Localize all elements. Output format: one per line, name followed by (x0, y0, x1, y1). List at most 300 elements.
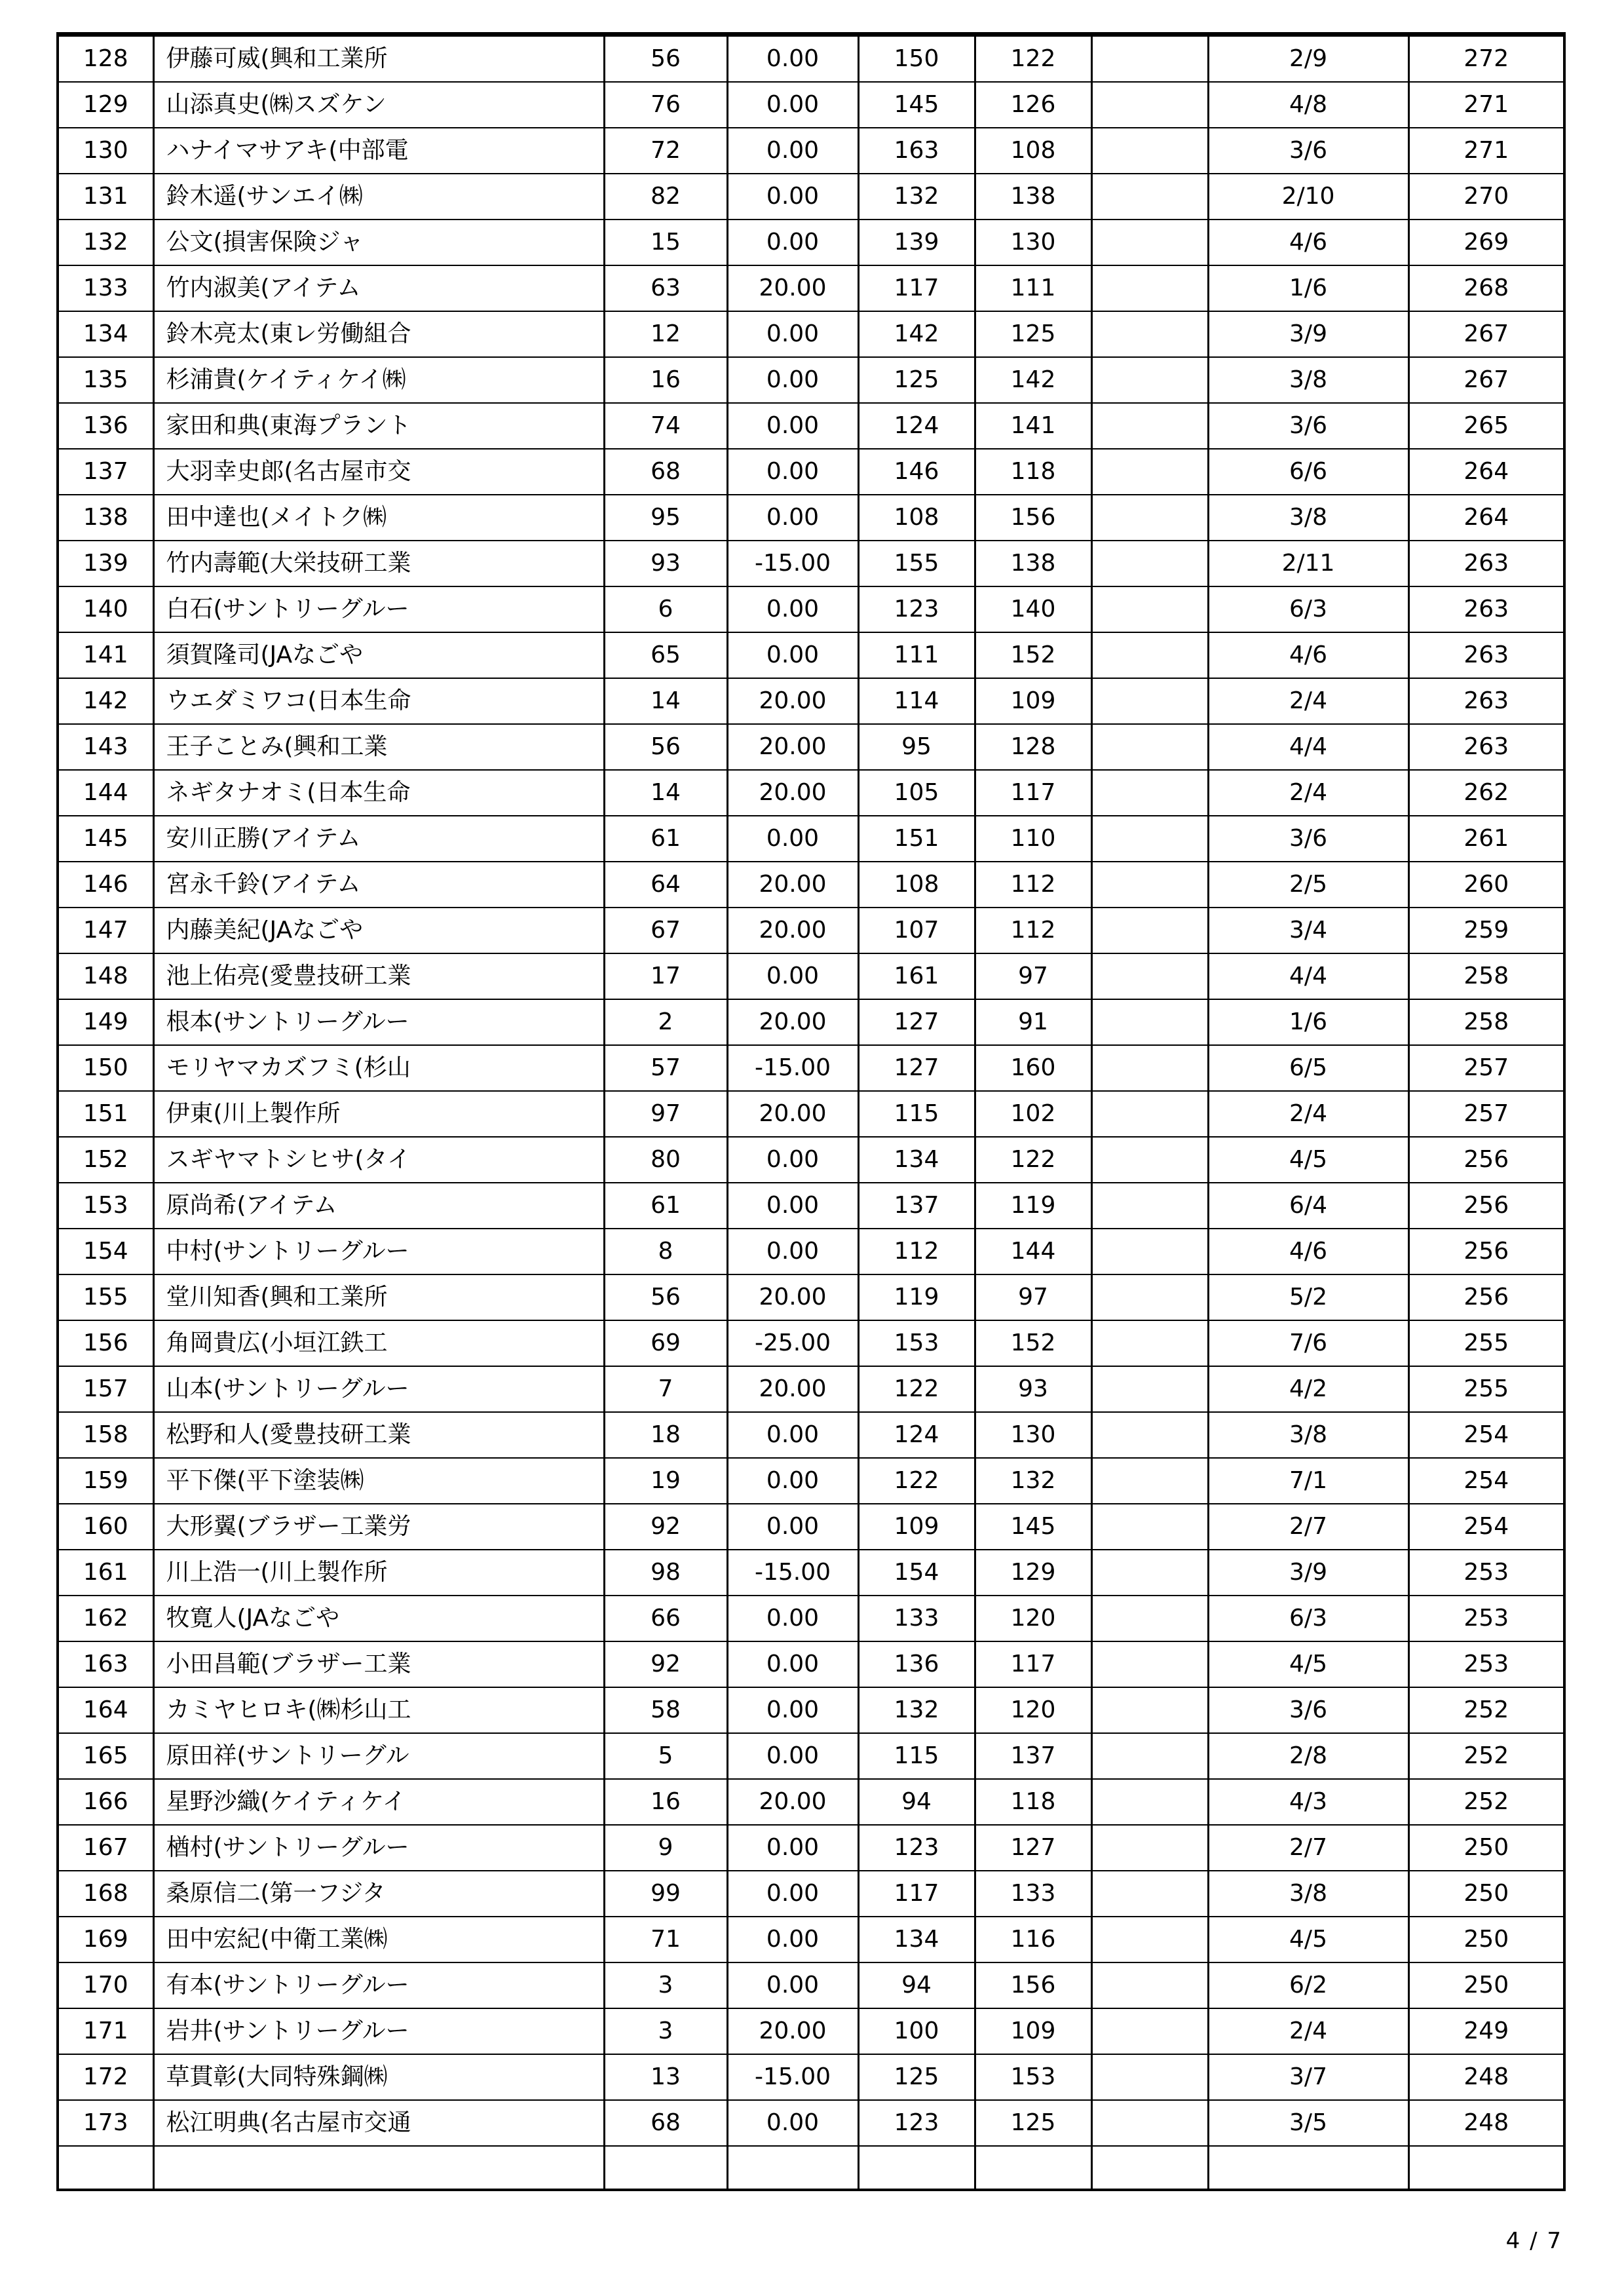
blank-cell (1091, 1825, 1208, 1871)
game1-score-cell: 123 (858, 2100, 975, 2146)
name-cell: ネギタナオミ(日本生命 (153, 770, 604, 816)
handicap-cell: 0.00 (727, 586, 858, 632)
handicap-cell: 0.00 (727, 1962, 858, 2008)
game2-score-cell: 133 (975, 1871, 1091, 1917)
total-score-cell: 256 (1408, 1274, 1564, 1320)
ratio-cell: 3/7 (1208, 2054, 1408, 2100)
handicap-cell: 20.00 (727, 908, 858, 953)
handicap-cell: 0.00 (727, 449, 858, 495)
game2-score-cell: 141 (975, 403, 1091, 449)
ratio-cell: 1/6 (1208, 999, 1408, 1045)
total-score-cell: 252 (1408, 1687, 1564, 1733)
entry-number-cell: 98 (604, 1550, 727, 1596)
table-row (58, 1871, 1564, 1917)
game1-score-cell: 100 (858, 2008, 975, 2054)
rank-cell: 170 (58, 1962, 153, 2008)
ratio-cell: 3/6 (1208, 1687, 1408, 1733)
total-score-cell: 263 (1408, 541, 1564, 586)
rank-cell: 128 (58, 35, 153, 83)
game2-score-cell: 119 (975, 1183, 1091, 1229)
handicap-cell: 0.00 (727, 1229, 858, 1274)
name-cell: 平下傑(平下塗装㈱ (153, 1458, 604, 1504)
total-score-cell: 270 (1408, 174, 1564, 220)
entry-number-cell: 82 (604, 174, 727, 220)
table-row (58, 1550, 1564, 1596)
handicap-cell: 0.00 (727, 35, 858, 83)
rank-cell: 159 (58, 1458, 153, 1504)
blank-cell (1091, 357, 1208, 403)
rank-cell: 152 (58, 1137, 153, 1183)
ratio-cell: 7/6 (1208, 1320, 1408, 1366)
table-row (58, 2008, 1564, 2054)
ratio-cell: 1/6 (1208, 265, 1408, 311)
game2-score-cell: 110 (975, 816, 1091, 862)
handicap-cell: 0.00 (727, 1871, 858, 1917)
game1-score-cell: 137 (858, 1183, 975, 1229)
game2-score-cell: 144 (975, 1229, 1091, 1274)
ratio-cell: 4/3 (1208, 1779, 1408, 1825)
blank-cell (1091, 632, 1208, 678)
entry-number-cell: 12 (604, 311, 727, 357)
entry-number-cell: 16 (604, 357, 727, 403)
entry-number-cell: 14 (604, 770, 727, 816)
name-cell: 岩井(サントリーグルー (153, 2008, 604, 2054)
ratio-cell: 4/4 (1208, 953, 1408, 999)
table-row (58, 1825, 1564, 1871)
total-score-cell: 248 (1408, 2100, 1564, 2146)
ratio-cell: 6/2 (1208, 1962, 1408, 2008)
blank-cell (1091, 1596, 1208, 1641)
ratio-cell: 6/4 (1208, 1183, 1408, 1229)
table-row (58, 220, 1564, 265)
game1-score-cell: 142 (858, 311, 975, 357)
entry-number-cell: 3 (604, 1962, 727, 2008)
name-cell: 須賀隆司(JAなごや (153, 632, 604, 678)
game2-score-cell: 156 (975, 1962, 1091, 2008)
empty-cell (858, 2146, 975, 2190)
table-row (58, 816, 1564, 862)
table-row (58, 1366, 1564, 1412)
total-score-cell: 250 (1408, 1962, 1564, 2008)
ratio-cell: 3/5 (1208, 2100, 1408, 2146)
rank-cell: 157 (58, 1366, 153, 1412)
game2-score-cell: 97 (975, 1274, 1091, 1320)
blank-cell (1091, 174, 1208, 220)
table-row (58, 999, 1564, 1045)
game1-score-cell: 122 (858, 1458, 975, 1504)
name-cell: ウエダミワコ(日本生命 (153, 678, 604, 724)
game2-score-cell: 145 (975, 1504, 1091, 1550)
rank-cell: 136 (58, 403, 153, 449)
empty-cell (727, 2146, 858, 2190)
name-cell: 田中達也(メイトク㈱ (153, 495, 604, 541)
game1-score-cell: 122 (858, 1366, 975, 1412)
ratio-cell: 6/6 (1208, 449, 1408, 495)
name-cell: 鈴木遥(サンエイ㈱ (153, 174, 604, 220)
name-cell: モリヤマカズフミ(杉山 (153, 1045, 604, 1091)
game1-score-cell: 115 (858, 1091, 975, 1137)
handicap-cell: 0.00 (727, 82, 858, 128)
rank-cell: 153 (58, 1183, 153, 1229)
rank-cell: 139 (58, 541, 153, 586)
name-cell: 有本(サントリーグルー (153, 1962, 604, 2008)
blank-cell (1091, 1779, 1208, 1825)
ratio-cell: 2/4 (1208, 1091, 1408, 1137)
game2-score-cell: 97 (975, 953, 1091, 999)
name-cell: 原田祥(サントリーグル (153, 1733, 604, 1779)
game1-score-cell: 127 (858, 999, 975, 1045)
rank-cell: 162 (58, 1596, 153, 1641)
total-score-cell: 264 (1408, 449, 1564, 495)
handicap-cell: 20.00 (727, 1274, 858, 1320)
table-row (58, 1320, 1564, 1366)
total-score-cell: 268 (1408, 265, 1564, 311)
blank-cell (1091, 1871, 1208, 1917)
entry-number-cell: 18 (604, 1412, 727, 1458)
name-cell: 内藤美紀(JAなごや (153, 908, 604, 953)
game2-score-cell: 116 (975, 1917, 1091, 1962)
rank-cell: 141 (58, 632, 153, 678)
handicap-cell: 0.00 (727, 1412, 858, 1458)
total-score-cell: 258 (1408, 953, 1564, 999)
rank-cell: 168 (58, 1871, 153, 1917)
table-row (58, 1504, 1564, 1550)
handicap-cell: 20.00 (727, 1779, 858, 1825)
blank-cell (1091, 953, 1208, 999)
game2-score-cell: 120 (975, 1687, 1091, 1733)
page-number: 4 / 7 (1505, 2228, 1562, 2254)
blank-cell (1091, 265, 1208, 311)
name-cell: 堂川知香(興和工業所 (153, 1274, 604, 1320)
game2-score-cell: 142 (975, 357, 1091, 403)
game1-score-cell: 151 (858, 816, 975, 862)
ratio-cell: 3/8 (1208, 1871, 1408, 1917)
name-cell: 草貫彰(大同特殊鋼㈱ (153, 2054, 604, 2100)
ratio-cell: 2/7 (1208, 1504, 1408, 1550)
game1-score-cell: 134 (858, 1917, 975, 1962)
rank-cell: 147 (58, 908, 153, 953)
total-score-cell: 262 (1408, 770, 1564, 816)
empty-cell (975, 2146, 1091, 2190)
total-score-cell: 256 (1408, 1137, 1564, 1183)
blank-cell (1091, 82, 1208, 128)
rank-cell: 165 (58, 1733, 153, 1779)
total-score-cell: 255 (1408, 1320, 1564, 1366)
table-row (58, 1779, 1564, 1825)
name-cell: 王子ことみ(興和工業 (153, 724, 604, 770)
name-cell: 伊藤可威(興和工業所 (153, 35, 604, 83)
name-cell: 池上佑亮(愛豊技研工業 (153, 953, 604, 999)
handicap-cell: 0.00 (727, 220, 858, 265)
game1-score-cell: 111 (858, 632, 975, 678)
game2-score-cell: 138 (975, 541, 1091, 586)
table-row (58, 1091, 1564, 1137)
total-score-cell: 267 (1408, 357, 1564, 403)
game1-score-cell: 123 (858, 1825, 975, 1871)
blank-cell (1091, 1274, 1208, 1320)
handicap-cell: 20.00 (727, 999, 858, 1045)
entry-number-cell: 7 (604, 1366, 727, 1412)
blank-cell (1091, 541, 1208, 586)
blank-cell (1091, 1183, 1208, 1229)
handicap-cell: 20.00 (727, 1091, 858, 1137)
entry-number-cell: 99 (604, 1871, 727, 1917)
blank-cell (1091, 495, 1208, 541)
entry-number-cell: 74 (604, 403, 727, 449)
ratio-cell: 6/3 (1208, 586, 1408, 632)
entry-number-cell: 14 (604, 678, 727, 724)
total-score-cell: 255 (1408, 1366, 1564, 1412)
ratio-cell: 2/11 (1208, 541, 1408, 586)
game2-score-cell: 109 (975, 678, 1091, 724)
game2-score-cell: 102 (975, 1091, 1091, 1137)
handicap-cell: -15.00 (727, 1045, 858, 1091)
total-score-cell: 253 (1408, 1596, 1564, 1641)
blank-cell (1091, 128, 1208, 174)
game2-score-cell: 117 (975, 1641, 1091, 1687)
rank-cell: 144 (58, 770, 153, 816)
ratio-cell: 2/4 (1208, 678, 1408, 724)
rank-cell: 158 (58, 1412, 153, 1458)
rank-cell: 160 (58, 1504, 153, 1550)
rank-cell: 156 (58, 1320, 153, 1366)
table-row (58, 449, 1564, 495)
blank-cell (1091, 1962, 1208, 2008)
rank-cell: 129 (58, 82, 153, 128)
blank-cell (1091, 2054, 1208, 2100)
total-score-cell: 263 (1408, 586, 1564, 632)
name-cell: 大羽幸史郎(名古屋市交 (153, 449, 604, 495)
blank-cell (1091, 1091, 1208, 1137)
total-score-cell: 253 (1408, 1550, 1564, 1596)
entry-number-cell: 65 (604, 632, 727, 678)
ratio-cell: 6/5 (1208, 1045, 1408, 1091)
rank-cell: 143 (58, 724, 153, 770)
game1-score-cell: 161 (858, 953, 975, 999)
game1-score-cell: 119 (858, 1274, 975, 1320)
ratio-cell: 4/6 (1208, 1229, 1408, 1274)
game1-score-cell: 123 (858, 586, 975, 632)
rank-cell: 150 (58, 1045, 153, 1091)
entry-number-cell: 58 (604, 1687, 727, 1733)
game2-score-cell: 112 (975, 862, 1091, 908)
rank-cell: 155 (58, 1274, 153, 1320)
total-score-cell: 254 (1408, 1458, 1564, 1504)
rank-cell: 148 (58, 953, 153, 999)
entry-number-cell: 92 (604, 1641, 727, 1687)
entry-number-cell: 57 (604, 1045, 727, 1091)
game1-score-cell: 117 (858, 1871, 975, 1917)
blank-cell (1091, 449, 1208, 495)
total-score-cell: 252 (1408, 1779, 1564, 1825)
game2-score-cell: 93 (975, 1366, 1091, 1412)
game1-score-cell: 108 (858, 495, 975, 541)
empty-cell (1408, 2146, 1564, 2190)
ratio-cell: 3/8 (1208, 495, 1408, 541)
game2-score-cell: 140 (975, 586, 1091, 632)
table-row (58, 311, 1564, 357)
table-row (58, 1274, 1564, 1320)
game1-score-cell: 107 (858, 908, 975, 953)
name-cell: 原尚希(アイテム (153, 1183, 604, 1229)
table-row (58, 174, 1564, 220)
game1-score-cell: 127 (858, 1045, 975, 1091)
game1-score-cell: 124 (858, 1412, 975, 1458)
table-row (58, 586, 1564, 632)
blank-cell (1091, 1641, 1208, 1687)
game2-score-cell: 117 (975, 770, 1091, 816)
table-row (58, 908, 1564, 953)
blank-cell (1091, 1320, 1208, 1366)
rank-cell: 140 (58, 586, 153, 632)
handicap-cell: 0.00 (727, 1733, 858, 1779)
game2-score-cell: 109 (975, 2008, 1091, 2054)
name-cell: 家田和典(東海プラント (153, 403, 604, 449)
rank-cell: 149 (58, 999, 153, 1045)
table-row (58, 1183, 1564, 1229)
ratio-cell: 2/8 (1208, 1733, 1408, 1779)
entry-number-cell: 97 (604, 1091, 727, 1137)
game2-score-cell: 127 (975, 1825, 1091, 1871)
entry-number-cell: 69 (604, 1320, 727, 1366)
game1-score-cell: 132 (858, 1687, 975, 1733)
ratio-cell: 3/8 (1208, 1412, 1408, 1458)
rank-cell: 161 (58, 1550, 153, 1596)
game1-score-cell: 150 (858, 35, 975, 83)
total-score-cell: 256 (1408, 1229, 1564, 1274)
game1-score-cell: 108 (858, 862, 975, 908)
game1-score-cell: 125 (858, 357, 975, 403)
table-row (58, 128, 1564, 174)
table-row (58, 403, 1564, 449)
handicap-cell: 0.00 (727, 174, 858, 220)
handicap-cell: 0.00 (727, 1687, 858, 1733)
blank-cell (1091, 678, 1208, 724)
name-cell: 安川正勝(アイテム (153, 816, 604, 862)
table-row (58, 678, 1564, 724)
handicap-cell: 0.00 (727, 1504, 858, 1550)
name-cell: 松野和人(愛豊技研工業 (153, 1412, 604, 1458)
ratio-cell: 4/2 (1208, 1366, 1408, 1412)
entry-number-cell: 56 (604, 35, 727, 83)
blank-cell (1091, 770, 1208, 816)
handicap-cell: 0.00 (727, 1917, 858, 1962)
handicap-cell: 0.00 (727, 1137, 858, 1183)
blank-cell (1091, 1917, 1208, 1962)
handicap-cell: 0.00 (727, 953, 858, 999)
name-cell: 桑原信二(第一フジタ (153, 1871, 604, 1917)
game2-score-cell: 152 (975, 632, 1091, 678)
handicap-cell: 0.00 (727, 1825, 858, 1871)
blank-cell (1091, 1550, 1208, 1596)
handicap-cell: 0.00 (727, 403, 858, 449)
entry-number-cell: 80 (604, 1137, 727, 1183)
rank-cell: 163 (58, 1641, 153, 1687)
total-score-cell: 249 (1408, 2008, 1564, 2054)
entry-number-cell: 68 (604, 2100, 727, 2146)
blank-cell (1091, 1229, 1208, 1274)
name-cell: 星野沙織(ケイティケイ (153, 1779, 604, 1825)
game2-score-cell: 108 (975, 128, 1091, 174)
game1-score-cell: 145 (858, 82, 975, 128)
entry-number-cell: 66 (604, 1596, 727, 1641)
table-body (58, 35, 1564, 2191)
game2-score-cell: 138 (975, 174, 1091, 220)
blank-cell (1091, 311, 1208, 357)
game1-score-cell: 146 (858, 449, 975, 495)
entry-number-cell: 63 (604, 265, 727, 311)
entry-number-cell: 68 (604, 449, 727, 495)
table-row (58, 2054, 1564, 2100)
game2-score-cell: 128 (975, 724, 1091, 770)
ratio-cell: 3/8 (1208, 357, 1408, 403)
game2-score-cell: 125 (975, 311, 1091, 357)
game1-score-cell: 139 (858, 220, 975, 265)
name-cell: 宮永千鈴(アイテム (153, 862, 604, 908)
rank-cell: 137 (58, 449, 153, 495)
total-score-cell: 269 (1408, 220, 1564, 265)
table-row (58, 1733, 1564, 1779)
rank-cell: 146 (58, 862, 153, 908)
ratio-cell: 4/6 (1208, 220, 1408, 265)
blank-cell (1091, 1733, 1208, 1779)
handicap-cell: 20.00 (727, 862, 858, 908)
blank-cell (1091, 1687, 1208, 1733)
game1-score-cell: 105 (858, 770, 975, 816)
rank-cell: 133 (58, 265, 153, 311)
name-cell: 松江明典(名古屋市交通 (153, 2100, 604, 2146)
ratio-cell: 4/5 (1208, 1137, 1408, 1183)
total-score-cell: 250 (1408, 1825, 1564, 1871)
game2-score-cell: 126 (975, 82, 1091, 128)
rank-cell: 130 (58, 128, 153, 174)
game1-score-cell: 132 (858, 174, 975, 220)
game1-score-cell: 95 (858, 724, 975, 770)
handicap-cell: 0.00 (727, 816, 858, 862)
total-score-cell: 267 (1408, 311, 1564, 357)
name-cell: 伊東(川上製作所 (153, 1091, 604, 1137)
game2-score-cell: 91 (975, 999, 1091, 1045)
ratio-cell: 4/5 (1208, 1641, 1408, 1687)
table-row (58, 862, 1564, 908)
rank-cell: 166 (58, 1779, 153, 1825)
total-score-cell: 248 (1408, 2054, 1564, 2100)
name-cell: 竹内壽範(大栄技研工業 (153, 541, 604, 586)
total-score-cell: 263 (1408, 632, 1564, 678)
total-score-cell: 271 (1408, 128, 1564, 174)
entry-number-cell: 16 (604, 1779, 727, 1825)
handicap-cell: 0.00 (727, 1641, 858, 1687)
handicap-cell: 0.00 (727, 311, 858, 357)
ratio-cell: 6/3 (1208, 1596, 1408, 1641)
handicap-cell: -15.00 (727, 2054, 858, 2100)
total-score-cell: 253 (1408, 1641, 1564, 1687)
blank-cell (1091, 908, 1208, 953)
name-cell: 根本(サントリーグルー (153, 999, 604, 1045)
ratio-cell: 3/4 (1208, 908, 1408, 953)
handicap-cell: 20.00 (727, 2008, 858, 2054)
empty-cell (1091, 2146, 1208, 2190)
ratio-cell: 2/4 (1208, 770, 1408, 816)
blank-cell (1091, 403, 1208, 449)
entry-number-cell: 72 (604, 128, 727, 174)
entry-number-cell: 95 (604, 495, 727, 541)
empty-cell (1208, 2146, 1408, 2190)
name-cell: 川上浩一(川上製作所 (153, 1550, 604, 1596)
name-cell: スギヤマトシヒサ(タイ (153, 1137, 604, 1183)
name-cell: カミヤヒロキ(㈱杉山工 (153, 1687, 604, 1733)
table-row (58, 495, 1564, 541)
